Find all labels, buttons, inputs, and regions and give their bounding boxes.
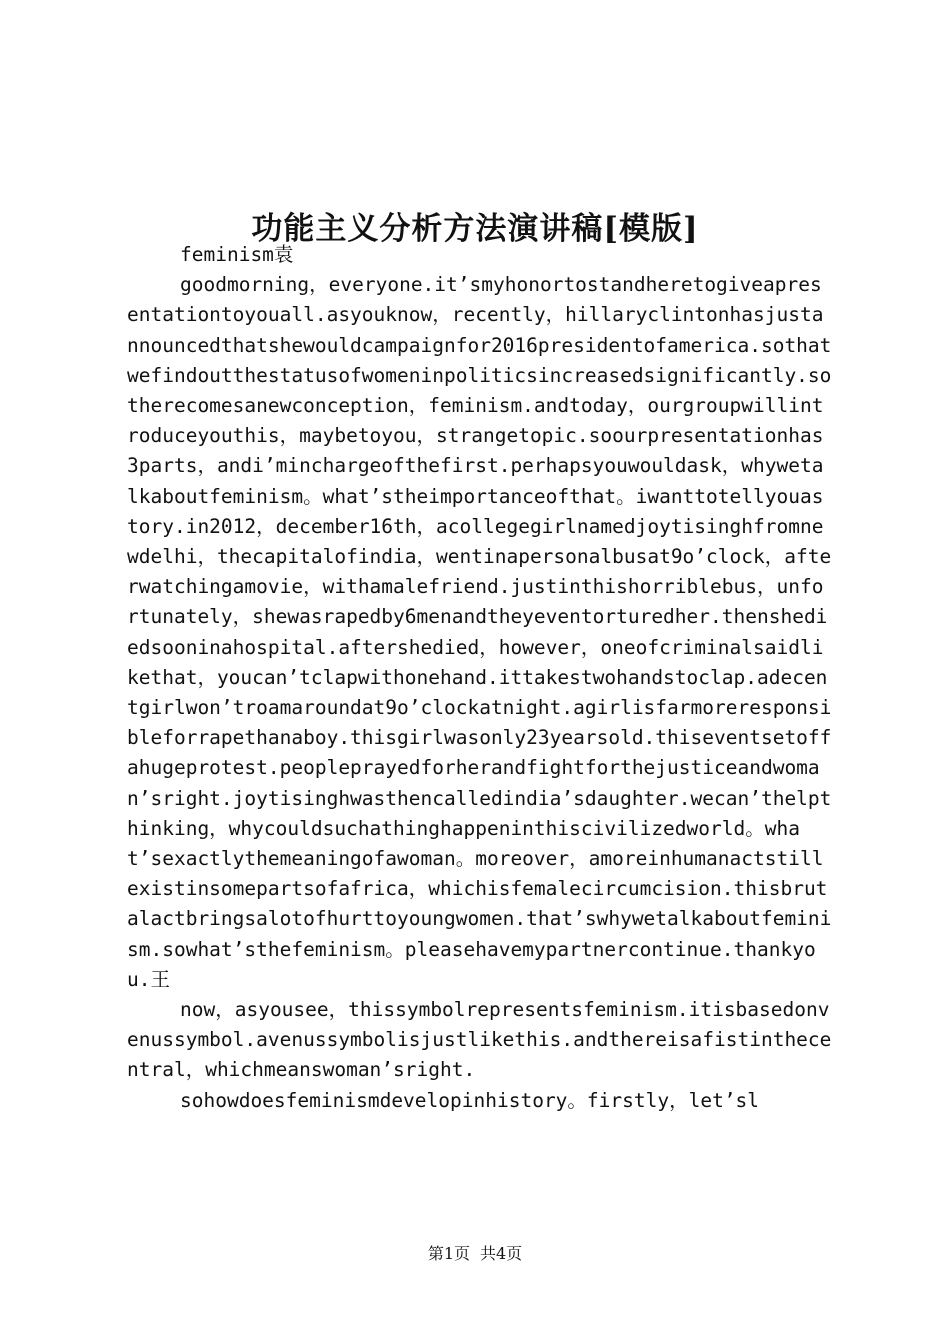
page-total: 共4页 — [480, 1244, 523, 1263]
paragraph-intro: goodmorning，everyone.it’smyhonortostandheretogiveapresentationtoyouall.asyouknow，recently，hillaryclintonhasjustannouncedthatshewouldcampaignfor2016presidentofamerica.sothatwefindoutthestatusofwomeninpoliticsincreasedsignificantly.sotherecomesanewconception，feminism.andtoday，ourgroupwillintroduceyouthis，maybetoyou，strangetopic.soourpresentationhas3parts，andi’minchargeofthefirst.perhapsyouwouldask，whywetalkaboutfeminism。what’stheimportanceofthat。iwanttotellyouastory.in2012，december16th，acollegegirlnamedjoytisinghfromnewdelhi，thecapitalofindia，wentinapersonalbusat9o’clock，afterwatchingamovie，withamalefriend.justinthishorriblebus，unfortunately，shewasrapedby6menandtheyeventorturedher.thenshediedsooninahospital.aftershedied，however，oneofcriminalsaidlikethat，youcan’tclapwithonehand.ittakestwohandstoclap.adecentgirlwon’troamaroundat9o’clockatnight.agirlisfarmoreresponsibleforrapethanaboy.thisgirlwasonly23yearsold.thiseventsetoffahugeprotest.peopleprayedforherandfightforthejusticeandwoman’sright.joytisinghwasthencalledindia’sdaughter.wecan’thelpthinking，whycouldsuchathinghappeninthiscivilizedworld。what’sexactlythemeaningofawoman。moreover，amoreinhumanactstillexistinsomepartsofafrica，whichisfemalecircumcision.thisbrutalactbringsalotofhurttoyoungwomen.that’swhywetalkaboutfeminism.sowhat’sthefeminism。pleasehavemypartnercontinue.thankyou.王 — [127, 273, 832, 991]
paragraph-heading: feminism袁 — [180, 243, 294, 266]
document-body — [127, 240, 833, 1116]
document-title: 功能主义分析方法演讲稿[模版] — [251, 210, 699, 247]
page-footer — [0, 1243, 950, 1265]
page-number: 第1页 — [427, 1244, 470, 1263]
paragraph-symbol: now，asyousee，thissymbolrepresentsfeminism.itisbasedonvenussymbol.avenussymbolisjustlikethis.andthereisafistinthecentral，whichmeanswoman’sright. — [127, 998, 832, 1082]
paragraph-history: sohowdoesfeminismdevelopinhistory。firstly，let’sl — [180, 1088, 760, 1112]
